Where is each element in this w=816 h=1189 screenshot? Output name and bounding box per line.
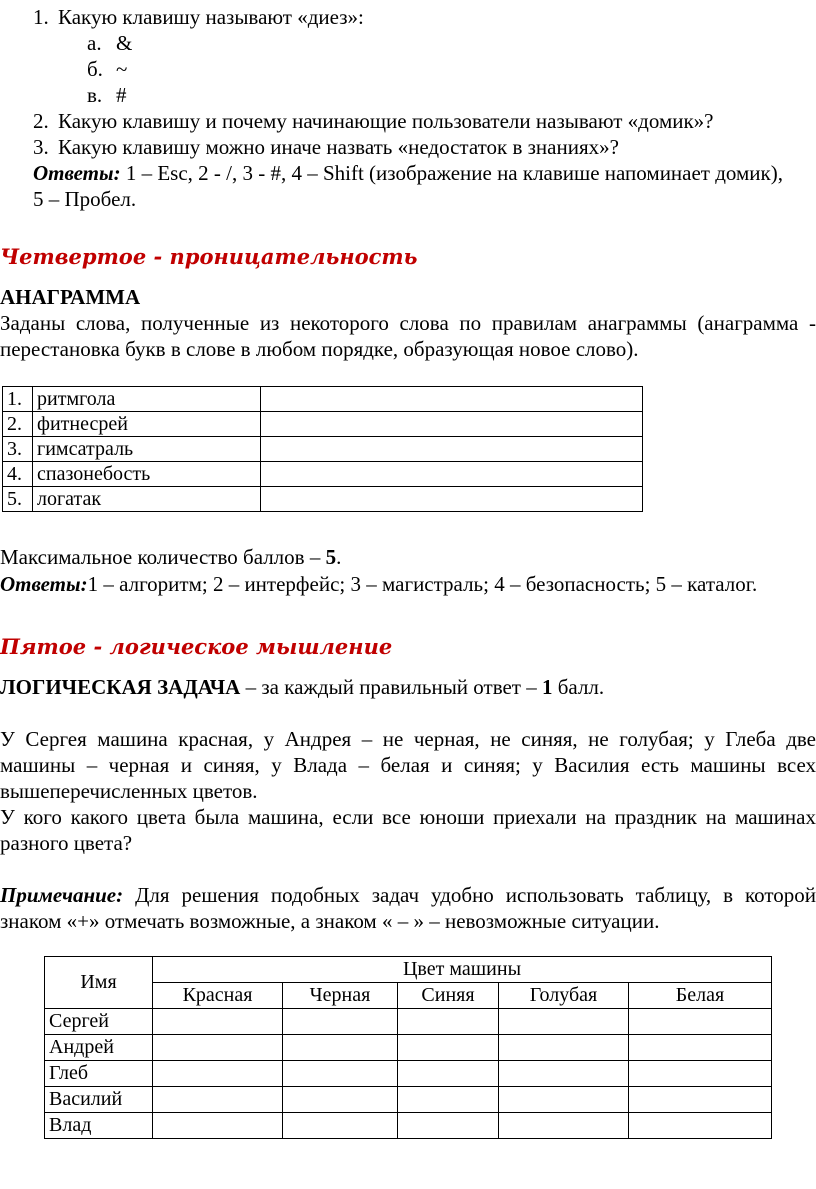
option-label: а. [87, 31, 102, 55]
row-number: 2. [3, 412, 33, 437]
grid-cell[interactable] [499, 1061, 629, 1087]
answers-text: 1 – Esc, 2 - /, 3 - #, 4 – Shift (изображение на клавише напоминает домик), [120, 161, 783, 185]
grid-cell[interactable] [499, 1009, 629, 1035]
anagram-table [2, 386, 643, 512]
grid-cell[interactable] [153, 1087, 283, 1113]
max-score-end: . [336, 545, 342, 569]
table-row [45, 1061, 772, 1087]
answer-cell[interactable] [261, 462, 643, 487]
grid-cell[interactable] [398, 1009, 499, 1035]
table-row [3, 487, 643, 512]
max-score-text: Максимальное количество баллов – [0, 545, 326, 569]
question-text: Какую клавишу называют «диез»: [58, 5, 364, 29]
anagram-answers [0, 571, 757, 597]
table-row [3, 412, 643, 437]
points-value: 1 [542, 675, 553, 699]
grid-cell[interactable] [398, 1061, 499, 1087]
table-row [3, 437, 643, 462]
table-row [3, 387, 643, 412]
quiz-answers-cont: 5 – Пробел. [33, 187, 137, 211]
row-number: 4. [3, 462, 33, 487]
logic-title-line [0, 674, 604, 700]
note-label: Примечание: [0, 883, 124, 907]
answers-text: 1 – алгоритм; 2 – интерфейс; 3 – магистраль; 4 – безопасность; 5 – каталог. [87, 572, 758, 596]
color-light-blue: Голубая [499, 983, 629, 1009]
table-row [45, 1035, 772, 1061]
person-name: Сергей [45, 1009, 153, 1035]
grid-cell[interactable] [283, 1113, 398, 1139]
grid-cell[interactable] [398, 1087, 499, 1113]
logic-title-rest: – за каждый правильный ответ – [240, 675, 542, 699]
logic-title: ЛОГИЧЕСКАЯ ЗАДАЧА [0, 675, 241, 699]
color-header: Цвет машины [153, 957, 772, 983]
grid-cell[interactable] [499, 1035, 629, 1061]
table-row [45, 1009, 772, 1035]
table-subheader-row [45, 983, 772, 1009]
note-text: Для решения подобных задач удобно использовать таблицу, в которой знаком «+» отмечать возможные, а знаком « – » – невозможные ситуации. [0, 883, 816, 933]
grid-cell[interactable] [629, 1113, 772, 1139]
anagram-word: спазонебость [33, 462, 261, 487]
person-name: Влад [45, 1113, 153, 1139]
grid-cell[interactable] [153, 1113, 283, 1139]
points-unit: балл. [552, 675, 605, 699]
grid-cell[interactable] [283, 1087, 398, 1113]
anagram-title: АНАГРАММА [0, 285, 141, 309]
grid-cell[interactable] [153, 1035, 283, 1061]
grid-cell[interactable] [283, 1061, 398, 1087]
grid-cell[interactable] [153, 1061, 283, 1087]
question-text: Какую клавишу и почему начинающие пользователи называют «домик»? [58, 109, 714, 133]
section-heading: Пятое - логическое мышление [0, 634, 393, 659]
person-name: Глеб [45, 1061, 153, 1087]
anagram-word: фитнесрей [33, 412, 261, 437]
option-text: # [116, 83, 127, 107]
row-number: 5. [3, 487, 33, 512]
table-row [45, 1113, 772, 1139]
grid-cell[interactable] [398, 1035, 499, 1061]
grid-cell[interactable] [629, 1035, 772, 1061]
answer-cell[interactable] [261, 412, 643, 437]
color-black: Черная [283, 983, 398, 1009]
max-score-value: 5 [325, 545, 337, 569]
grid-cell[interactable] [629, 1087, 772, 1113]
question-text: Какую клавишу можно иначе назвать «недостаток в знаниях»? [58, 135, 619, 159]
anagram-word: гимсатраль [33, 437, 261, 462]
question-number: 3. [33, 135, 49, 159]
section-heading: Четвертое - проницательность [0, 244, 418, 269]
option-label: в. [87, 83, 103, 107]
table-row [45, 1087, 772, 1113]
answer-cell[interactable] [261, 387, 643, 412]
quiz-answers [33, 160, 783, 186]
table-header-row [45, 957, 772, 983]
section-title [0, 284, 140, 310]
name-header: Имя [45, 957, 153, 1009]
option-text: ~ [116, 57, 128, 81]
grid-cell[interactable] [398, 1113, 499, 1139]
row-number: 3. [3, 437, 33, 462]
person-name: Василий [45, 1087, 153, 1113]
max-score [0, 544, 341, 570]
answer-cell[interactable] [261, 437, 643, 462]
anagram-word: логатак [33, 487, 261, 512]
answers-label: Ответы: [0, 572, 88, 596]
row-number: 1. [3, 387, 33, 412]
grid-cell[interactable] [499, 1113, 629, 1139]
question-number: 2. [33, 109, 49, 133]
color-red: Красная [153, 983, 283, 1009]
table-row [3, 462, 643, 487]
logic-table [44, 956, 772, 1139]
problem-question: У кого какого цвета была машина, если все юноши приехали на праздник на машинах разного цвета? [0, 805, 816, 855]
color-blue: Синяя [398, 983, 499, 1009]
grid-cell[interactable] [629, 1061, 772, 1087]
question-number: 1. [33, 5, 49, 29]
person-name: Андрей [45, 1035, 153, 1061]
note [0, 882, 816, 934]
option-label: б. [87, 57, 103, 81]
option-text: & [116, 31, 133, 55]
anagram-description: Заданы слова, полученные из некоторого слова по правилам анаграммы (анаграмма - перестановка букв в слове в любом порядке, образующая новое слово). [0, 311, 816, 361]
answer-cell[interactable] [261, 487, 643, 512]
problem-paragraph: У Сергея машина красная, у Андрея – не черная, не синяя, не голубая; у Глеба две машины – черная и синяя, у Влада – белая и синяя; у Василия есть машины всех вышеперечисленных цветов. [0, 727, 816, 803]
grid-cell[interactable] [153, 1009, 283, 1035]
color-white: Белая [629, 983, 772, 1009]
anagram-word: ритмгола [33, 387, 261, 412]
grid-cell[interactable] [499, 1087, 629, 1113]
grid-cell[interactable] [629, 1009, 772, 1035]
grid-cell[interactable] [283, 1009, 398, 1035]
answers-label: Ответы: [33, 161, 121, 185]
grid-cell[interactable] [283, 1035, 398, 1061]
